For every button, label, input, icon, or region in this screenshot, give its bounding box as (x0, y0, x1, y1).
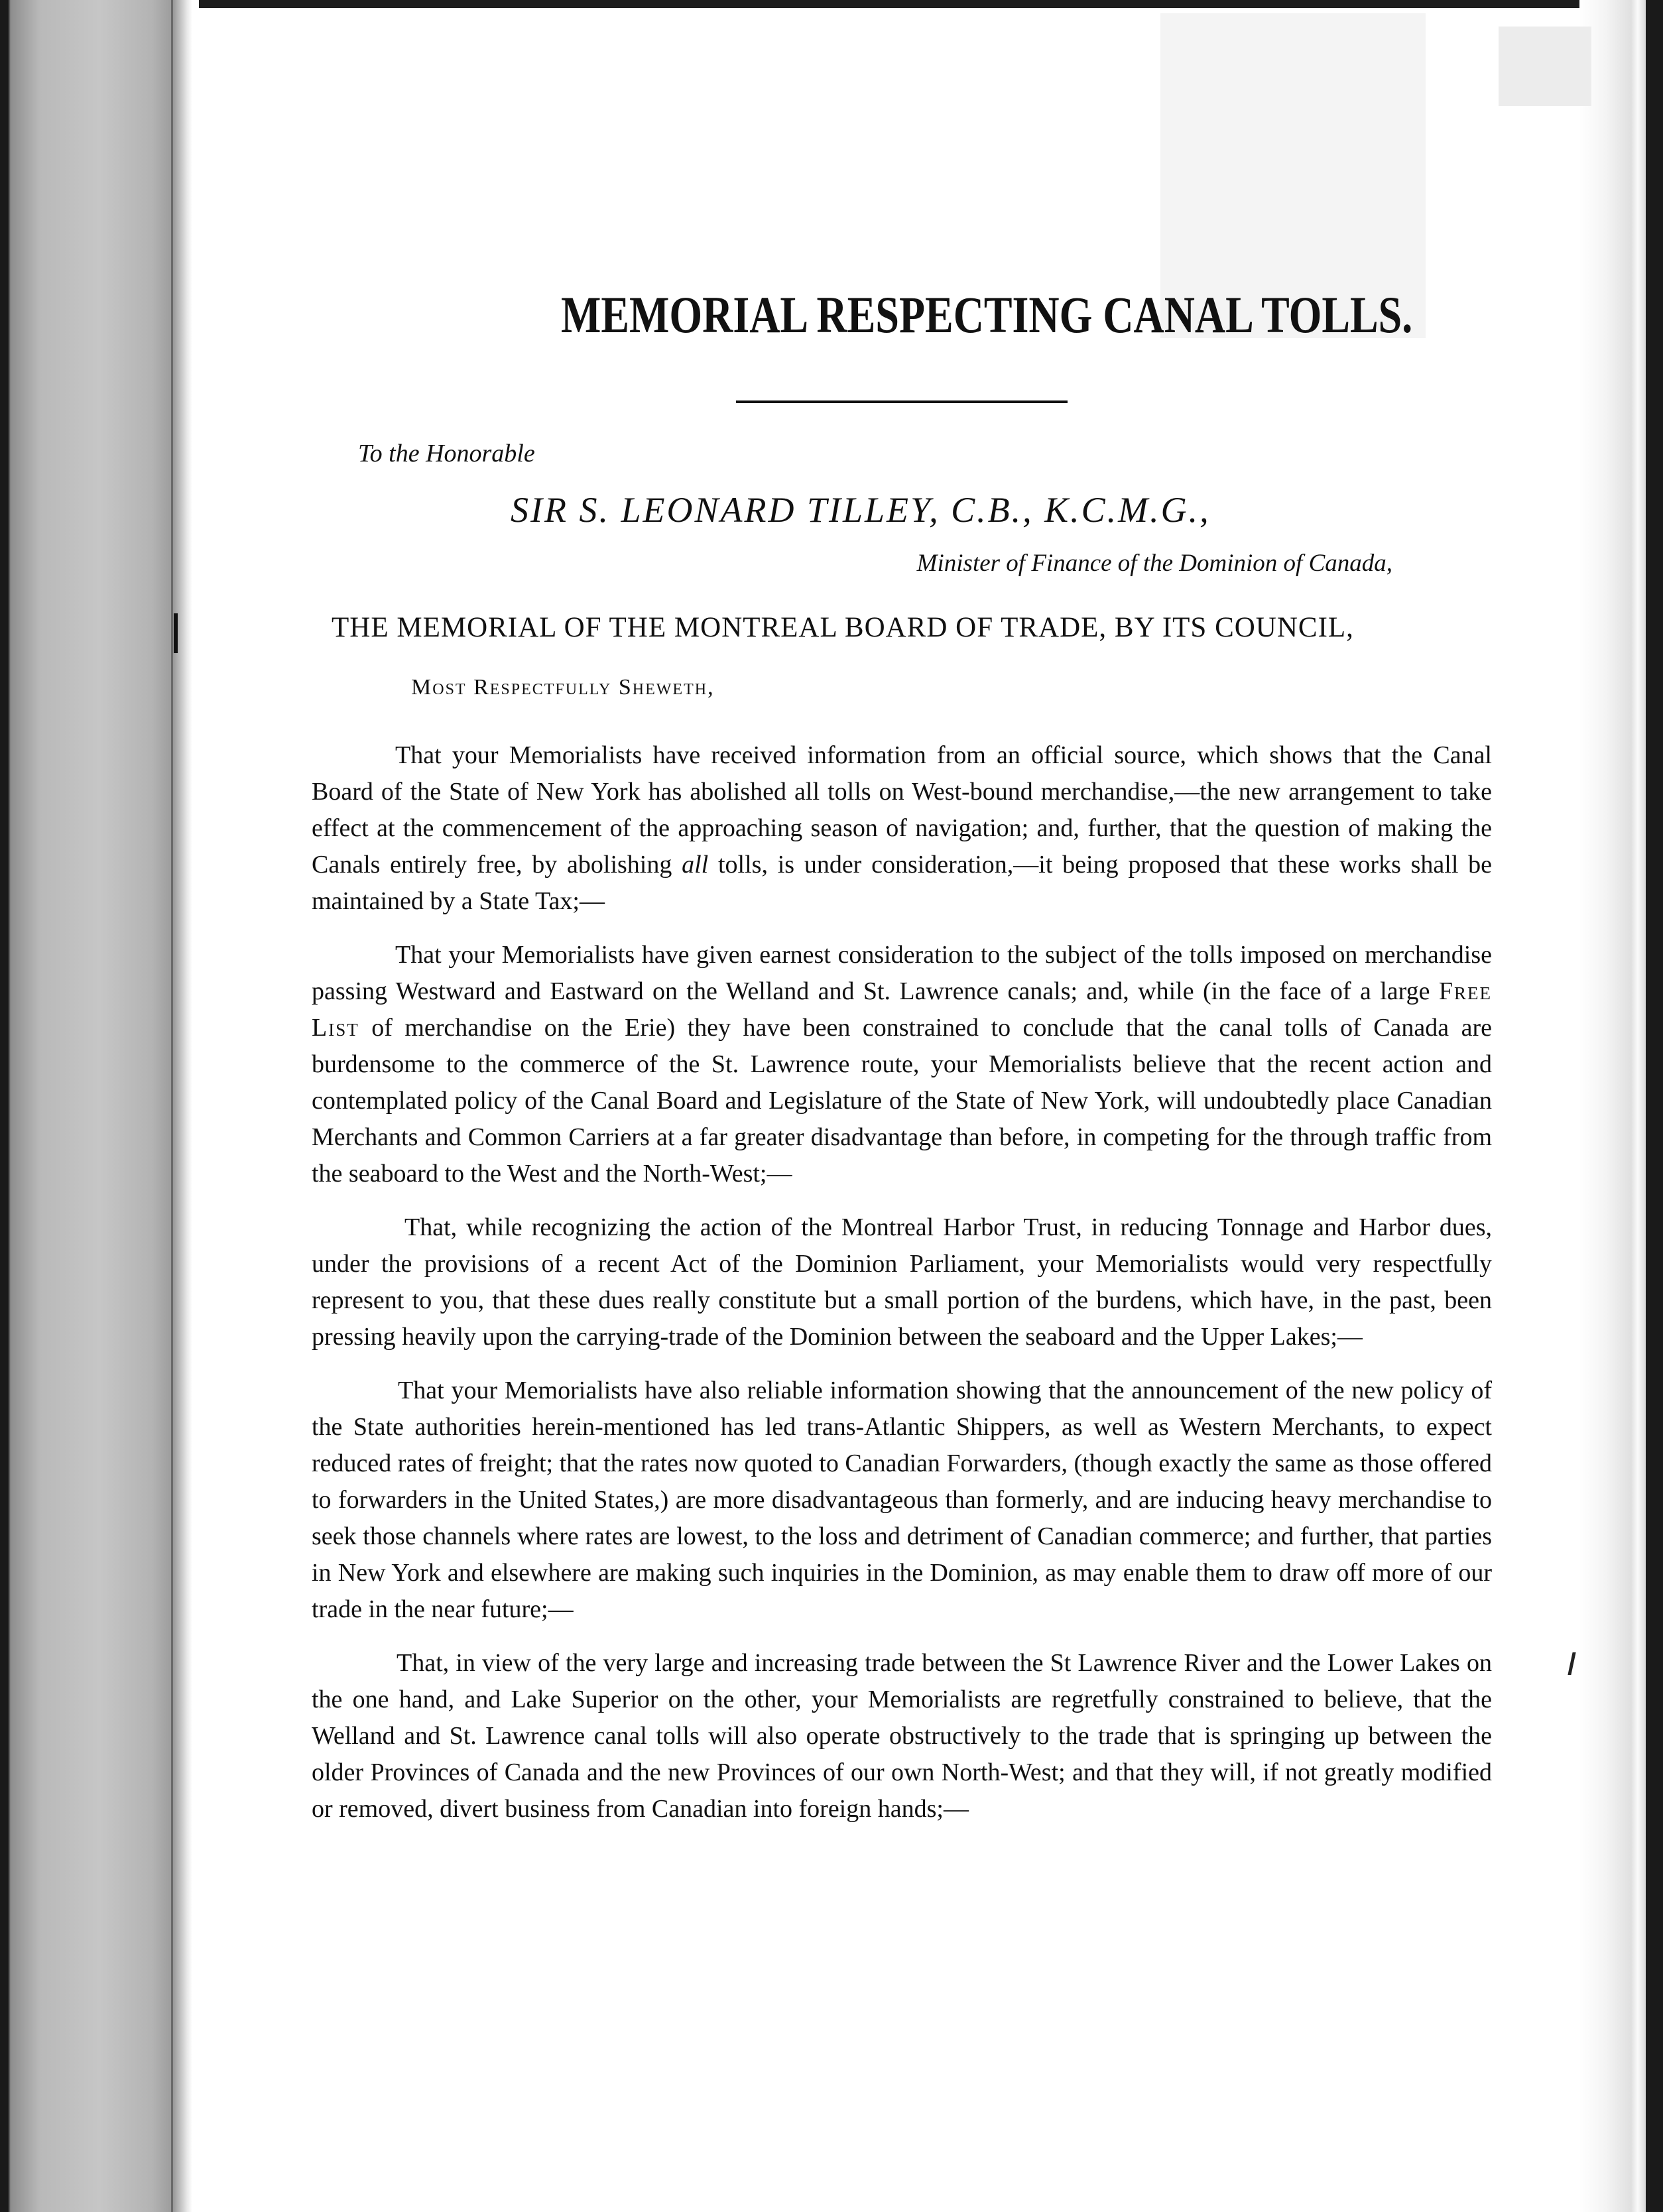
addressee-name: SIR S. LEONARD TILLEY, C.B., K.C.M.G., (511, 490, 1211, 530)
title-rule (736, 400, 1068, 403)
book-binding-shadow (0, 0, 192, 2212)
memorial-body (312, 737, 1492, 1845)
paragraph-1-emphasis: all (682, 851, 709, 879)
memorial-heading: THE MEMORIAL OF THE MONTREAL BOARD OF TRADE, BY ITS COUNCIL, (332, 612, 1354, 643)
scan-right-edge (1646, 0, 1663, 2212)
margin-mark (1568, 1652, 1575, 1675)
gutter-mark (174, 613, 178, 653)
page-edge-shadow (1579, 0, 1646, 2212)
paragraph-2-text-b: of merchandise on the Erie) they have been constrained to conclude that the canal tolls of Canada are burdensome to the commerce of the St. Lawrence route, your Memorialists believe that the recent action and contemplated policy of the Canal Board and Legislature of the State of New York, will undoubtedly place Canadian Merchants and Common Carriers at a far greater disadvantage than before, in competing for the through traffic from the seaboard to the West and the North-West;— (312, 1014, 1492, 1188)
document-title: MEMORIAL RESPECTING CANAL TOLLS. (561, 286, 1413, 343)
paragraph-2-text-a: That your Memorialists have given earnest consideration to the subject of the tolls imposed on merchandise passing Westward and Eastward on the Welland and St. Lawrence canals; and, while (in the face of a large (312, 941, 1492, 1005)
scan-top-edge (199, 0, 1663, 8)
paragraph-2-emphasis: Free List (312, 977, 1492, 1042)
gutter-line (171, 0, 173, 2212)
bleed-through-shadow-small (1499, 27, 1591, 106)
paragraph-5: That, in view of the very large and increasing trade between the St Lawrence River and the Lower Lakes on the one hand, and Lake Superior on the other, your Memorialists are regretfully constrained to believe, that the Welland and St. Lawrence canal tolls will also operate obstructively to the trade that is springing up between the older Provinces of Canada and the new Provinces of our own North-West; and that they will, if not greatly modified or removed, divert business from Canadian into foreign hands;— (312, 1649, 1492, 1823)
paragraph-3: That, while recognizing the action of the Montreal Harbor Trust, in reducing Tonnage and Harbor dues, under the provisions of a recent Act of the Dominion Parliament, your Memorialists would very respectfully represent to you, that these dues really constitute but a small portion of the burdens, which have, in the past, been pressing heavily upon the carrying-trade of the Dominion between the seaboard and the Upper Lakes;— (312, 1213, 1492, 1351)
paragraph-4: That your Memorialists have also reliable information showing that the announcement of the new policy of the State authorities herein-mentioned has led trans-Atlantic Shippers, as well as Western Merchants, to expect reduced rates of freight; that the rates now quoted to Canadian Forwarders, (though exactly the same as those offered to forwarders in the United States,) are more disadvantageous than formerly, and are inducing heavy merchandise to seek those channels where rates are lowest, to the loss and detriment of Canadian commerce; and further, that parties in New York and elsewhere are making such inquiries in the Dominion, as may enable them to draw off more of our trade in the near future;— (312, 1377, 1492, 1623)
opening-line: Most Respectfully Sheweth, (411, 675, 715, 700)
addressee-title: Minister of Finance of the Dominion of Canada, (916, 550, 1392, 577)
paragraph-1-text-b: tolls, is under consideration,—it being proposed that these works shall be maintained by a State Tax;— (312, 851, 1493, 915)
paragraph-2 (312, 937, 1492, 1192)
paragraph-1-text-a: That your Memorialists have received information from an official source, which shows that the Canal Board of the State of New York has abolished all tolls on West-bound merchandise,—the new arrangement to take effect at the commencement of the approaching season of navigation; and, further, that the question of making the Canals entirely free, by abolishing (312, 741, 1492, 879)
salutation: To the Honorable (358, 440, 535, 467)
paragraph-1 (312, 737, 1492, 920)
